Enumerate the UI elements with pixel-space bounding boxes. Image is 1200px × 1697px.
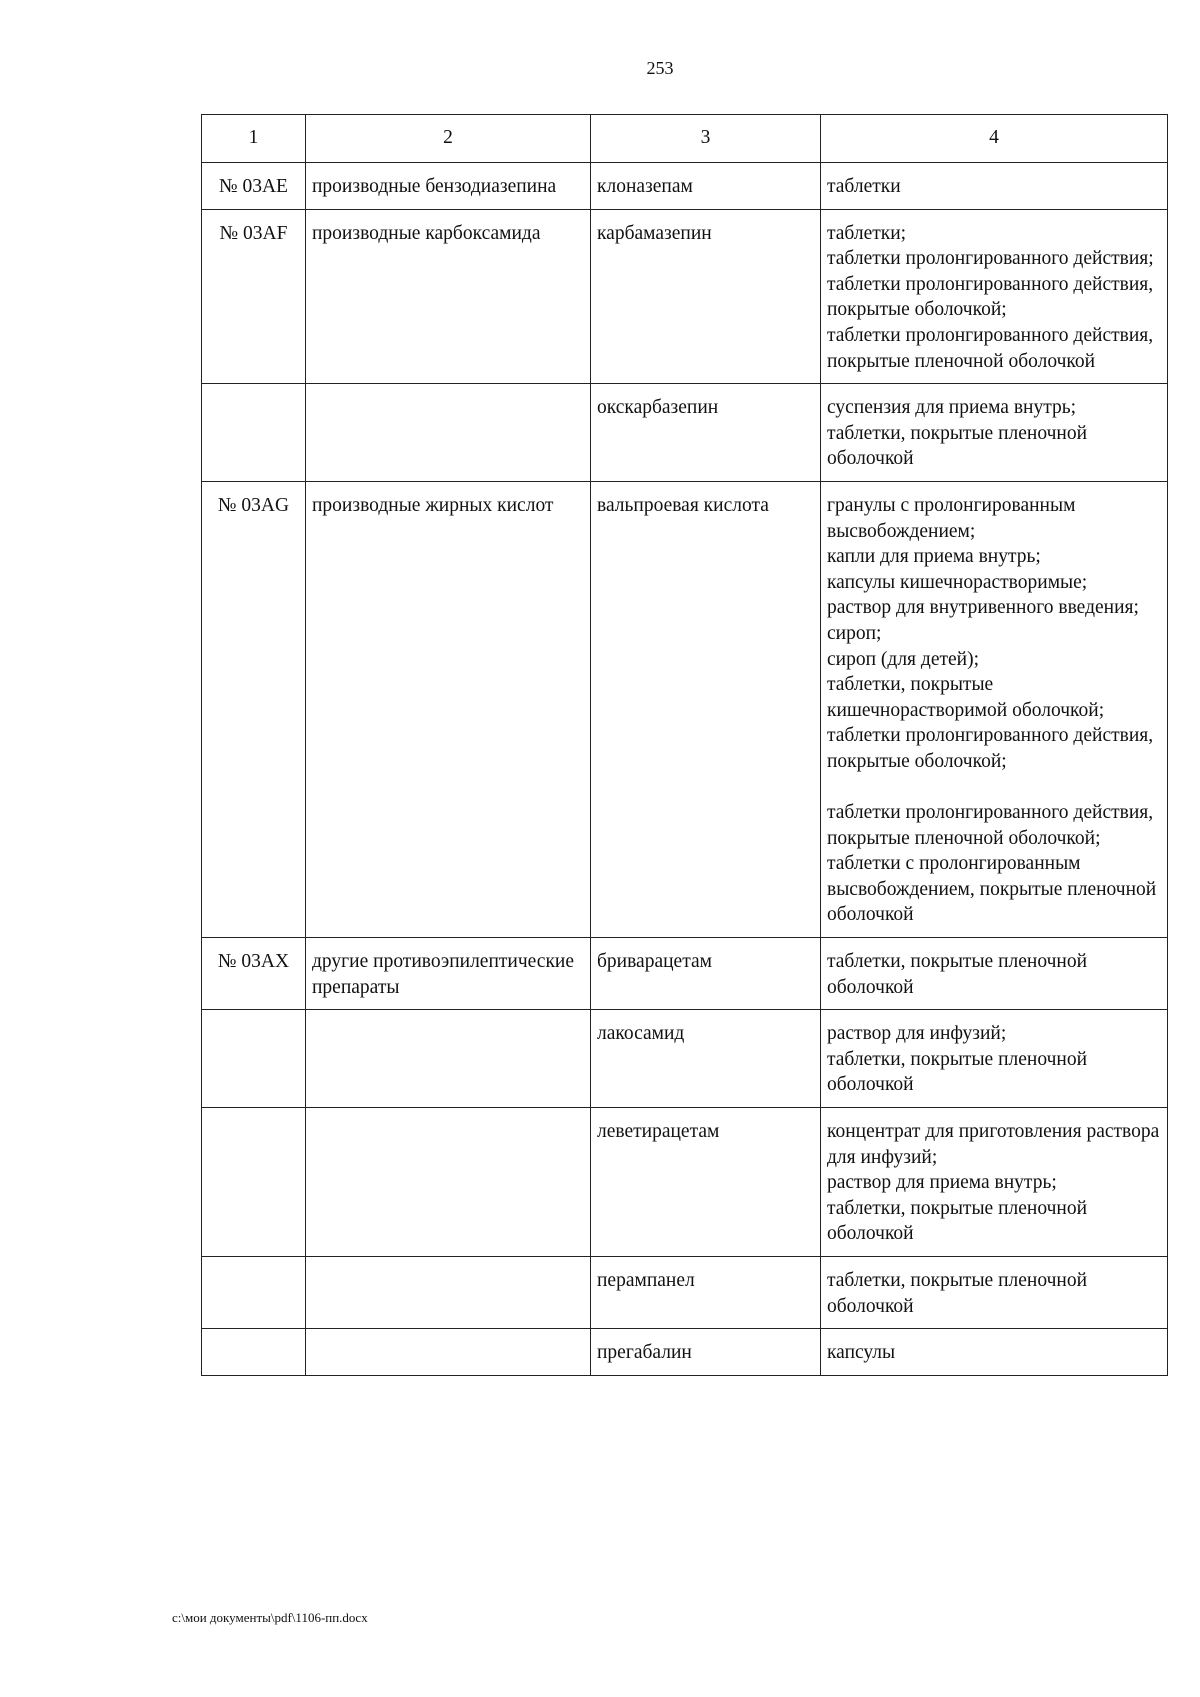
dosage-form-line: таблетки с пролонгированным высвобождением, покрытые пленочной оболочкой	[827, 853, 1157, 926]
dosage-form-line: гранулы с пролонгированным высвобождением;	[827, 494, 1076, 542]
substance-name: клоназепам	[591, 163, 821, 210]
dosage-forms	[821, 938, 1168, 1010]
header-col-3: 3	[591, 115, 821, 163]
substance-name: лакосамид	[591, 1010, 821, 1108]
dosage-forms	[821, 163, 1168, 210]
atc-code: № 03AF	[202, 209, 306, 384]
dosage-form-line: капсулы	[827, 1342, 896, 1364]
header-col-2: 2	[306, 115, 591, 163]
group-name	[306, 1010, 591, 1108]
group-name: другие противоэпилептические препараты	[306, 938, 591, 1010]
atc-code	[202, 1256, 306, 1328]
dosage-form-line: сироп (для детей);	[827, 648, 979, 670]
footer-file-path: c:\мои документы\pdf\1106-пп.docx	[172, 1610, 368, 1625]
atc-code	[202, 1108, 306, 1257]
dosage-form-line: раствор для приема внутрь;	[827, 1172, 1057, 1194]
dosage-form-line: таблетки пролонгированного действия, покрытые оболочкой;	[827, 725, 1154, 772]
dosage-form-line: таблетки пролонгированного действия;	[827, 248, 1154, 270]
dosage-form-line: таблетки, покрытые пленочной оболочкой	[827, 951, 1088, 998]
header-col-4: 4	[821, 115, 1168, 163]
dosage-form-line: раствор для инфузий;	[827, 1023, 1007, 1045]
group-name: производные жирных кислот	[306, 481, 591, 937]
dosage-form-line: сироп;	[827, 622, 882, 644]
table-row	[202, 163, 1168, 210]
table-row	[202, 1108, 1168, 1257]
atc-code: № 03AE	[202, 163, 306, 210]
dosage-forms	[821, 1256, 1168, 1328]
substance-name: карбамазепин	[591, 209, 821, 384]
atc-code: № 03AG	[202, 481, 306, 937]
dosage-form-line: таблетки, покрытые пленочной оболочкой	[827, 422, 1088, 470]
page-number: 253	[646, 58, 674, 78]
dosage-form-line: таблетки, покрытые пленочной оболочкой	[827, 1048, 1088, 1096]
table-row	[202, 1256, 1168, 1328]
dosage-forms	[821, 1329, 1168, 1376]
substance-name: окскарбазепин	[591, 384, 821, 482]
dosage-form-line: таблетки пролонгированного действия, покрытые пленочной оболочкой;	[827, 802, 1154, 849]
dosage-form-line: раствор для внутривенного введения;	[827, 597, 1139, 619]
table-row	[202, 384, 1168, 482]
atc-code: № 03AX	[202, 938, 306, 1010]
dosage-form-line: таблетки, покрытые пленочной оболочкой	[827, 1269, 1088, 1317]
dosage-form-line: таблетки пролонгированного действия, покрытые пленочной оболочкой	[827, 324, 1154, 372]
dosage-form-line: таблетки пролонгированного действия, покрытые оболочкой;	[827, 273, 1154, 321]
group-name: производные бензодиазепина	[306, 163, 591, 210]
table-row	[202, 1329, 1168, 1376]
table-row	[202, 938, 1168, 1010]
dosage-form-line: капсулы кишечнорастворимые;	[827, 571, 1088, 593]
dosage-form-line: таблетки, покрытые кишечнорастворимой оболочкой;	[827, 674, 1105, 721]
dosage-form-line: суспензия для приема внутрь;	[827, 397, 1077, 419]
table-row	[202, 209, 1168, 384]
dosage-form-line: таблетки;	[827, 222, 907, 244]
dosage-forms	[821, 1108, 1168, 1257]
dosage-forms	[821, 384, 1168, 482]
substance-name: бриварацетам	[591, 938, 821, 1010]
dosage-forms	[821, 209, 1168, 384]
group-name	[306, 384, 591, 482]
atc-code	[202, 384, 306, 482]
group-name	[306, 1329, 591, 1376]
drug-table	[201, 114, 1168, 1376]
dosage-form-line: таблетки, покрытые пленочной оболочкой	[827, 1197, 1088, 1245]
header-col-1: 1	[202, 115, 306, 163]
table-row	[202, 481, 1168, 937]
substance-name: перампанел	[591, 1256, 821, 1328]
substance-name: вальпроевая кислота	[591, 481, 821, 937]
substance-name: прегабалин	[591, 1329, 821, 1376]
group-name	[306, 1256, 591, 1328]
group-name: производные карбоксамида	[306, 209, 591, 384]
table-row	[202, 1010, 1168, 1108]
dosage-forms	[821, 1010, 1168, 1108]
atc-code	[202, 1329, 306, 1376]
atc-code	[202, 1010, 306, 1108]
group-name	[306, 1108, 591, 1257]
dosage-form-line: таблетки	[827, 176, 901, 197]
dosage-form-line: концентрат для приготовления раствора для инфузий;	[827, 1121, 1160, 1168]
table-header-row	[202, 115, 1168, 163]
dosage-form-line: капли для приема внутрь;	[827, 546, 1041, 568]
dosage-forms	[821, 481, 1168, 937]
dosage-form-line	[827, 774, 1161, 800]
substance-name: леветирацетам	[591, 1108, 821, 1257]
